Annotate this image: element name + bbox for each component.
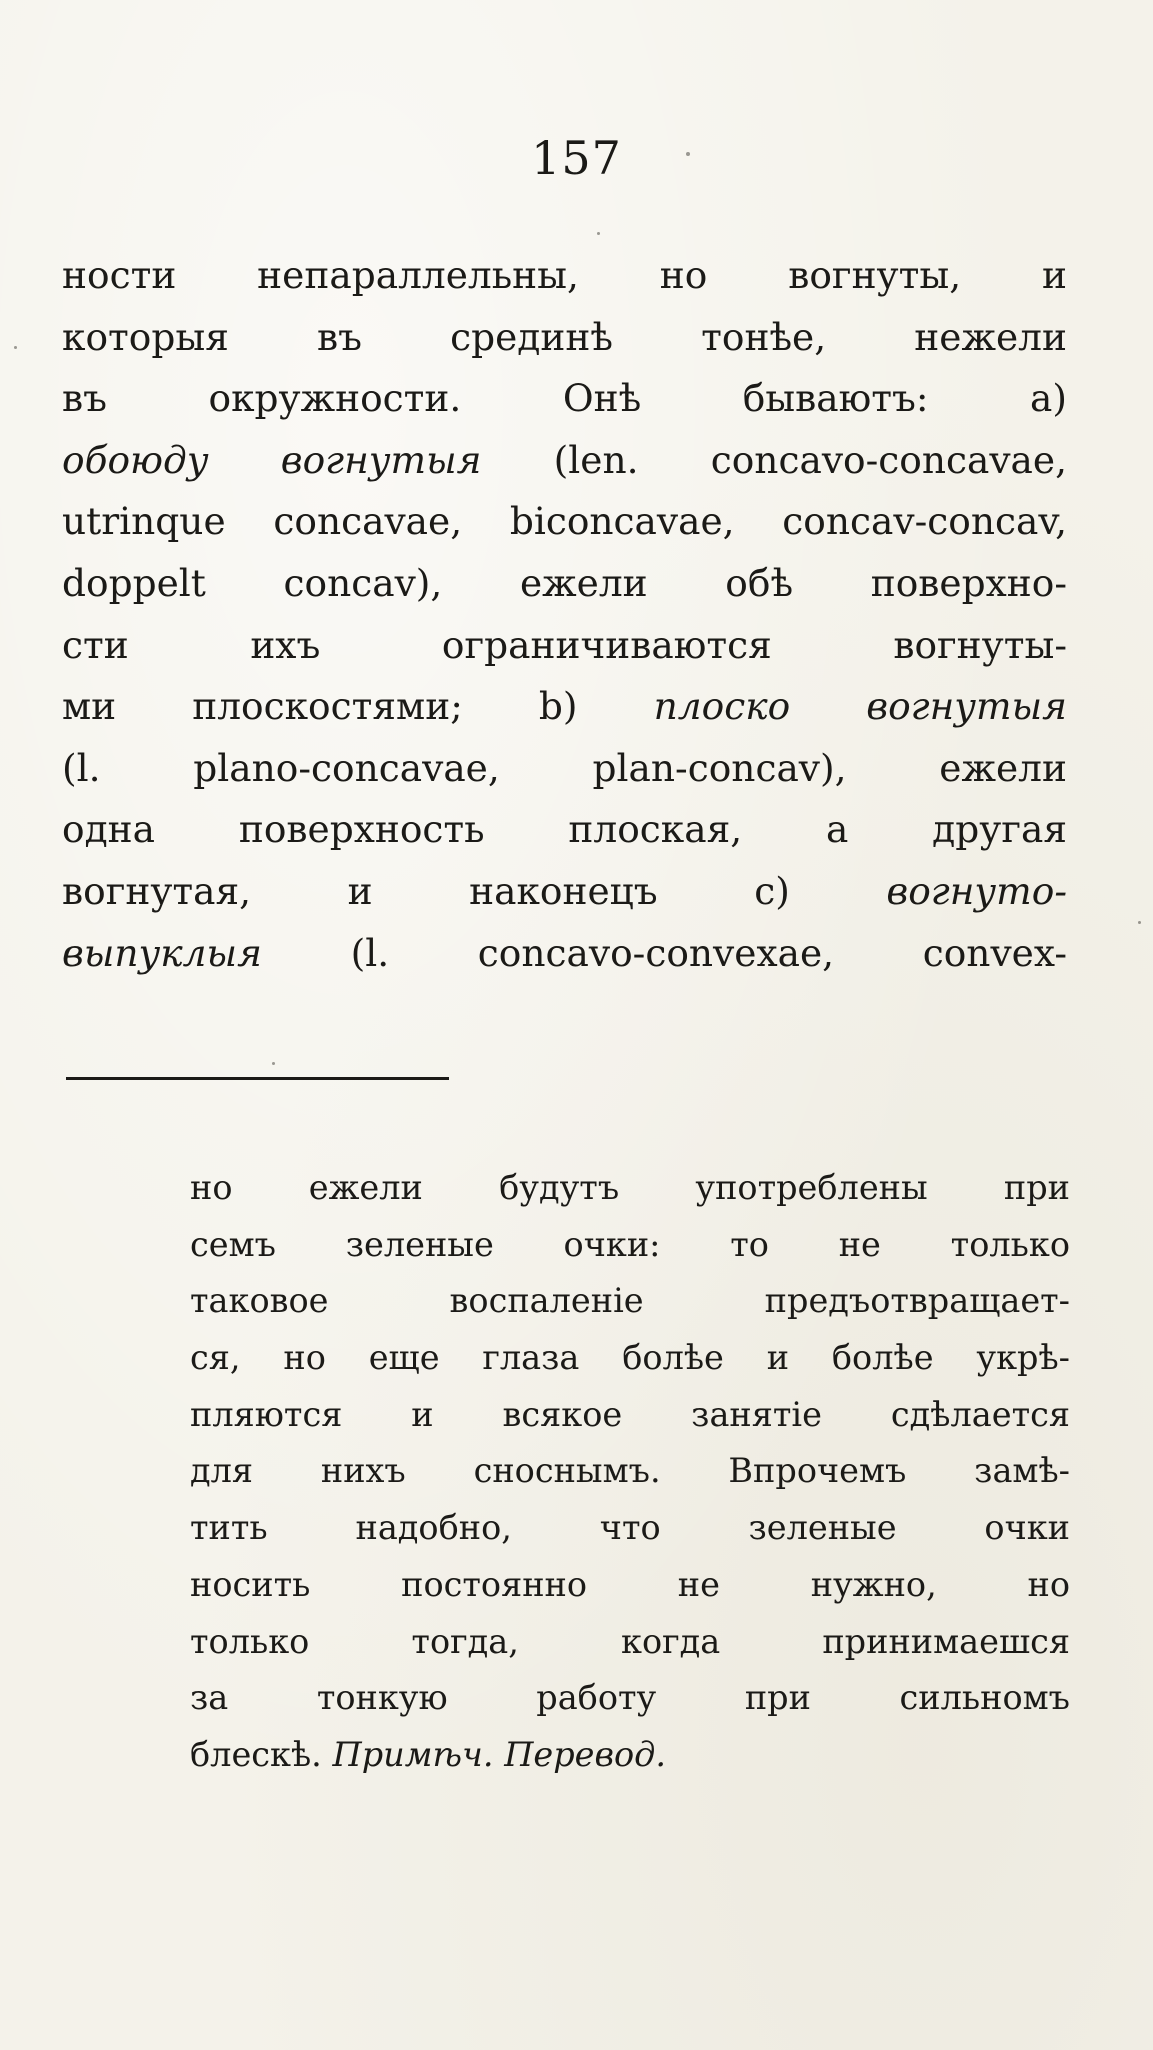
italic-term: выпуклыя (62, 930, 262, 975)
main-text-line: одна поверхность плоская, а другая (62, 807, 1067, 852)
footnote-block (190, 1160, 1070, 1784)
main-text-line: вогнутая, и наконецъ c) вогнуто- (62, 868, 1067, 913)
footnote-line: тить надобно, что зеленые очки (190, 1508, 1070, 1548)
footnote-line: блескѣ. Примѣч. Перевод. (190, 1734, 667, 1774)
paper-speck (686, 152, 690, 156)
footnote-line: за тонкую работу при сильномъ (190, 1678, 1070, 1718)
paper-speck (14, 346, 17, 349)
italic-term: обоюду вогнутыя (62, 437, 482, 482)
footnote-separator-rule (66, 1077, 449, 1080)
main-text-line: обоюду вогнутыя (len. concavo-concavae, (62, 437, 1067, 482)
footnote-line: но ежели будутъ употреблены при (190, 1168, 1070, 1207)
main-text-line: ми плоскостями; b) плоско вогнутыя (62, 684, 1067, 729)
main-text-line: (l. plano-concavae, plan-concav), ежели (62, 745, 1067, 790)
italic-term: плоско вогнутыя (653, 684, 1067, 729)
paper-speck (1138, 921, 1141, 924)
main-text-line: которыя въ срединѣ тонѣе, нежели (62, 314, 1067, 359)
footnote-attribution: Примѣч. Перевод. (332, 1734, 667, 1774)
footnote-line: ся, но еще глаза болѣе и болѣе укрѣ- (190, 1338, 1070, 1378)
paper-speck (272, 1062, 275, 1065)
main-text-line: сти ихъ ограничиваются вогнуты- (62, 622, 1067, 667)
footnote-line: только тогда, когда принимаешся (190, 1621, 1070, 1661)
paper-speck (597, 232, 600, 235)
main-text-line: ности непараллельны, но вогнуты, и (62, 253, 1067, 297)
footnote-line: для нихъ сноснымъ. Впрочемъ замѣ- (190, 1451, 1070, 1491)
footnote-line: пляются и всякое занятіе сдѣлается (190, 1394, 1070, 1434)
footnote-line: носить постоянно не нужно, но (190, 1564, 1070, 1604)
main-text-line: doppelt concav), ежели обѣ поверхно- (62, 560, 1067, 605)
main-text-block (62, 245, 1067, 984)
main-text-line: въ окружности. Онѣ бываютъ: a) (62, 376, 1067, 421)
main-text-line: utrinque concavae, biconcavae, concav-concav, (62, 499, 1067, 544)
footnote-line: семъ зеленые очки: то не только (190, 1224, 1070, 1264)
page-number: 157 (531, 131, 622, 185)
main-text-line: выпуклыя (l. concavo-convexae, convex- (62, 930, 1067, 975)
footnote-line: таковое воспаленіе предъотвращает- (190, 1281, 1070, 1321)
italic-term: вогнуто- (886, 868, 1067, 913)
